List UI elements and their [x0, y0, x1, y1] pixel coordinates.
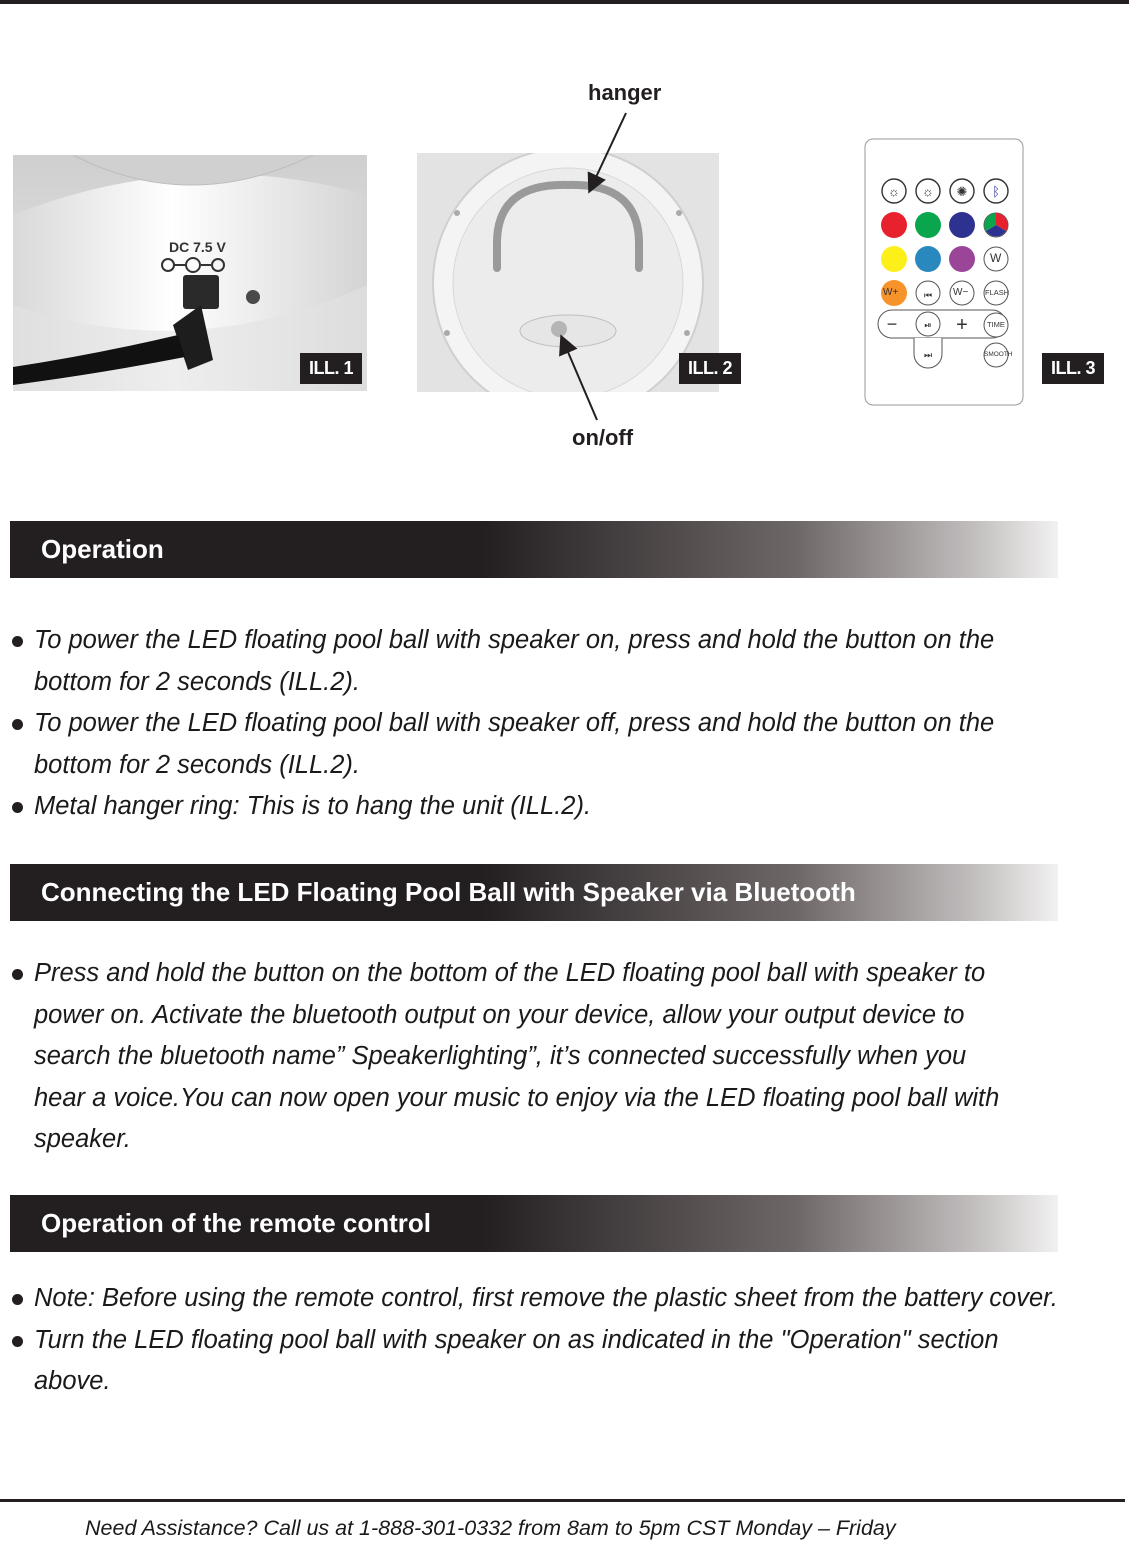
hanger-arrow — [590, 113, 626, 190]
svg-text:✺: ✺ — [956, 184, 968, 199]
remote-time-key: TIME — [987, 320, 1005, 329]
list-item: Press and hold the button on the bottom of the LED floating pool ball with speaker to power on. Activate the bluetooth output on your device, allow your output device to search the bluetooth name” Speakerlighting”, it’s connected successfully when you hear a voice.You can now open your music to enjoy via the LED floating pool ball with speaker. — [12, 953, 1012, 1161]
svg-text:☼: ☼ — [888, 184, 900, 199]
ill1-port-label: DC 7.5 V — [169, 239, 226, 255]
list-item: Turn the LED floating pool ball with speaker on as indicated in the "Operation" section above. — [12, 1320, 1072, 1403]
bullet-dot — [12, 1294, 23, 1305]
remote-flash-key: FLASH — [985, 288, 1010, 297]
ill3-remote-control — [864, 138, 1024, 406]
hanger-callout: hanger — [588, 80, 662, 105]
list-item: To power the LED floating pool ball with speaker off, press and hold the button on the bottom for 2 seconds (ILL.2). — [12, 703, 1012, 786]
remote-list — [12, 1278, 1072, 1403]
on-off-arrow — [562, 338, 597, 420]
list-item: To power the LED floating pool ball with speaker on, press and hold the button on the bottom for 2 seconds (ILL.2). — [12, 620, 1012, 703]
bullet-dot — [12, 1336, 23, 1347]
bluetooth-list — [12, 953, 1012, 1161]
remote-smooth-key: SMOOTH — [984, 351, 1013, 358]
bottom-rule — [0, 1499, 1125, 1502]
operation-heading: Operation — [10, 521, 1058, 578]
remote-heading: Operation of the remote control — [10, 1195, 1058, 1252]
list-item: Metal hanger ring: This is to hang the unit (ILL.2). — [12, 786, 1012, 828]
svg-text:⏯: ⏯ — [924, 320, 932, 330]
list-item: Note: Before using the remote control, first remove the plastic sheet from the battery cover. — [12, 1278, 1072, 1320]
svg-text:☼: ☼ — [922, 184, 934, 199]
svg-text:⏭: ⏭ — [923, 350, 933, 360]
remote-w-minus-key: W− — [953, 287, 969, 298]
ill3-badge: ILL. 3 — [1042, 353, 1104, 384]
on-off-callout: on/off — [572, 425, 634, 450]
remote-w-plus-key: W+ — [883, 287, 899, 298]
bluetooth-heading: Connecting the LED Floating Pool Ball with Speaker via Bluetooth — [10, 864, 1058, 921]
svg-text:⏮: ⏮ — [923, 290, 933, 300]
bullet-dot — [12, 719, 23, 730]
assistance-footer: Need Assistance? Call us at 1-888-301-0332 from 8am to 5pm CST Monday – Friday — [85, 1516, 896, 1540]
svg-text:ᛒ: ᛒ — [992, 184, 1000, 199]
ill2-badge: ILL. 2 — [679, 353, 741, 384]
ill1-badge: ILL. 1 — [300, 353, 362, 384]
svg-text:−: − — [886, 314, 898, 334]
remote-w-key: W — [990, 251, 1002, 265]
operation-list — [12, 620, 1012, 828]
svg-text:+: + — [956, 314, 968, 336]
bullet-dot — [12, 636, 23, 647]
bullet-dot — [12, 969, 23, 980]
bullet-dot — [12, 802, 23, 813]
